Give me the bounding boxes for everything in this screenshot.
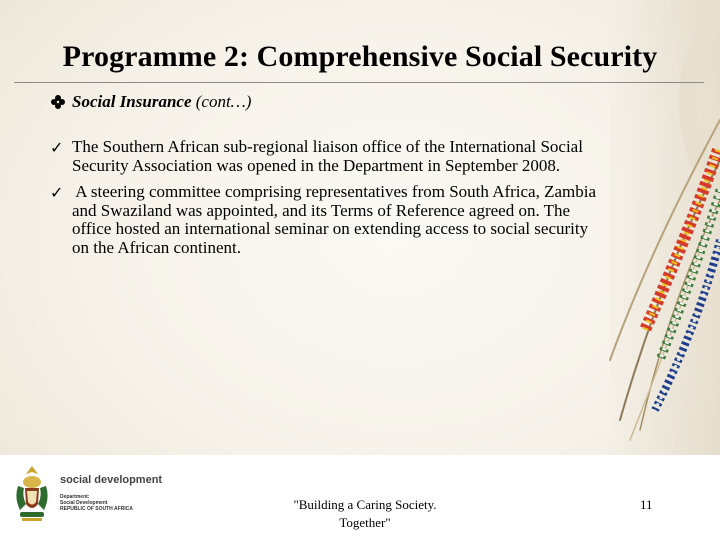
coat-of-arms-icon bbox=[12, 464, 52, 524]
title-divider bbox=[14, 82, 704, 83]
slogan-line-1: "Building a Caring Society. bbox=[293, 497, 437, 512]
slide-title: Programme 2: Comprehensive Social Security bbox=[62, 40, 658, 73]
subheading bbox=[72, 92, 251, 112]
brand-name: social development bbox=[60, 474, 163, 486]
bullet-1-line-1: The Southern African sub-regional liaison office of the International Social bbox=[72, 137, 583, 156]
subheading-bold: Social Insurance bbox=[72, 92, 192, 111]
bullet-2-line-4: on the African continent. bbox=[72, 237, 242, 257]
bullet-1 bbox=[72, 138, 712, 175]
bullet-2-line-1: A steering committee comprising representatives from South Africa, Zambia bbox=[72, 182, 597, 201]
bullet-1-line-2: Security Association was opened in the Department in September 2008. bbox=[72, 155, 561, 175]
diamond-bullet-icon bbox=[50, 94, 66, 110]
subheading-rest: (cont…) bbox=[191, 92, 252, 111]
dept-line-3: REPUBLIC OF SOUTH AFRICA bbox=[60, 506, 133, 512]
slogan-line-2: Together" bbox=[339, 515, 391, 530]
dept-line-2: Social Development bbox=[60, 500, 108, 506]
page-number: 11 bbox=[640, 497, 653, 512]
checkmark-icon: ✓ bbox=[50, 185, 64, 202]
checkmark-icon: ✓ bbox=[50, 140, 64, 157]
bullet-2-line-3: office hosted an international seminar on extending access to social security bbox=[72, 219, 589, 238]
bullet-2 bbox=[72, 183, 712, 257]
bullet-2-line-2: and Swaziland was appointed, and its Terms of Reference agreed on. The bbox=[72, 200, 571, 220]
dept-line-1: Department: bbox=[60, 494, 90, 500]
department-text bbox=[60, 494, 133, 512]
slogan bbox=[280, 496, 450, 532]
